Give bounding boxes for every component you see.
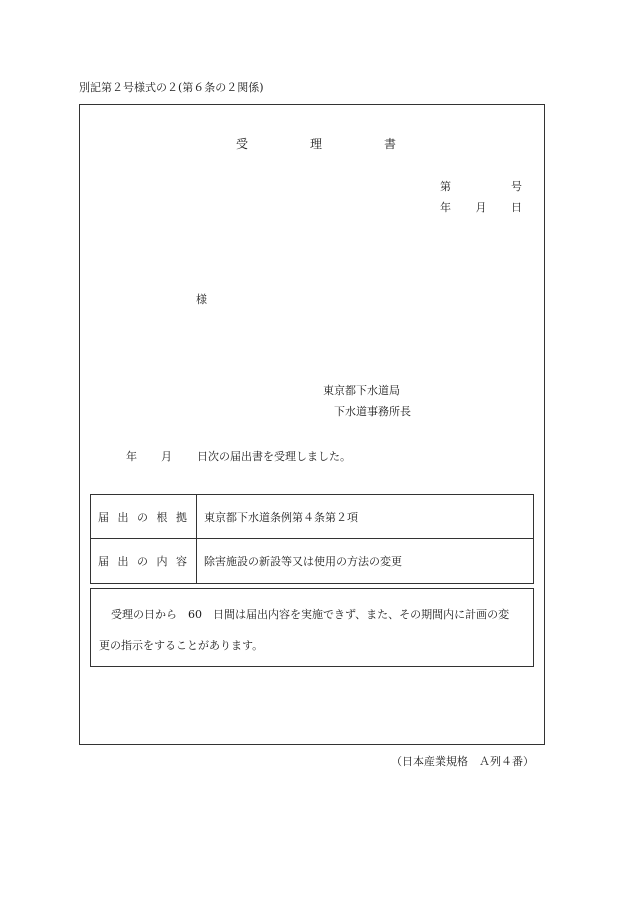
number-suffix: 号 — [511, 180, 522, 193]
row-value: 東京都下水道条例第４条第２項 — [204, 510, 358, 524]
form-title — [236, 135, 396, 152]
date-month: 月 — [475, 201, 487, 214]
label-char: 届 — [98, 510, 109, 524]
number-line — [440, 181, 522, 192]
row-label — [91, 539, 197, 583]
label-char: 出 — [117, 510, 129, 524]
receipt-month: 月 — [161, 450, 172, 463]
date-line — [440, 202, 522, 213]
row-label — [91, 495, 197, 538]
notice-line-2: 更の指示をすることがあります。 — [99, 639, 264, 652]
notice-box — [90, 588, 534, 667]
footer-note: （日本産業規格 Ａ列４番） — [391, 755, 534, 768]
label-char: 根 — [156, 510, 168, 524]
number-prefix: 第 — [440, 180, 451, 193]
receipt-year: 年 — [126, 450, 137, 463]
table-row — [91, 539, 533, 583]
label-char: 内 — [156, 555, 168, 568]
date-day: 日 — [511, 201, 522, 214]
issuer-org: 東京都下水道局 — [323, 384, 400, 397]
label-char: 容 — [176, 555, 187, 568]
notification-table — [90, 494, 534, 584]
label-char: 出 — [117, 555, 129, 568]
notice-line-1: 受理の日から 60 日間は届出内容を実施できず、また、その期間内に計画の変 — [111, 608, 510, 621]
date-year: 年 — [440, 201, 451, 214]
title-char-3: 書 — [383, 137, 396, 151]
label-char: の — [137, 510, 148, 524]
issuer-office: 下水道事務所長 — [334, 405, 411, 418]
label-char: 拠 — [176, 510, 187, 524]
label-char: の — [137, 555, 148, 568]
row-value: 除害施設の新設等又は使用の方法の変更 — [204, 555, 402, 568]
title-char-2: 理 — [309, 137, 322, 151]
receipt-text: 日次の届出書を受理しました。 — [197, 450, 351, 463]
table-row — [91, 495, 533, 539]
addressee-suffix: 様 — [196, 293, 207, 306]
label-char: 届 — [98, 555, 109, 568]
title-char-1: 受 — [236, 137, 249, 151]
header-caption: 別記第２号様式の２(第６条の２関係) — [79, 81, 264, 94]
